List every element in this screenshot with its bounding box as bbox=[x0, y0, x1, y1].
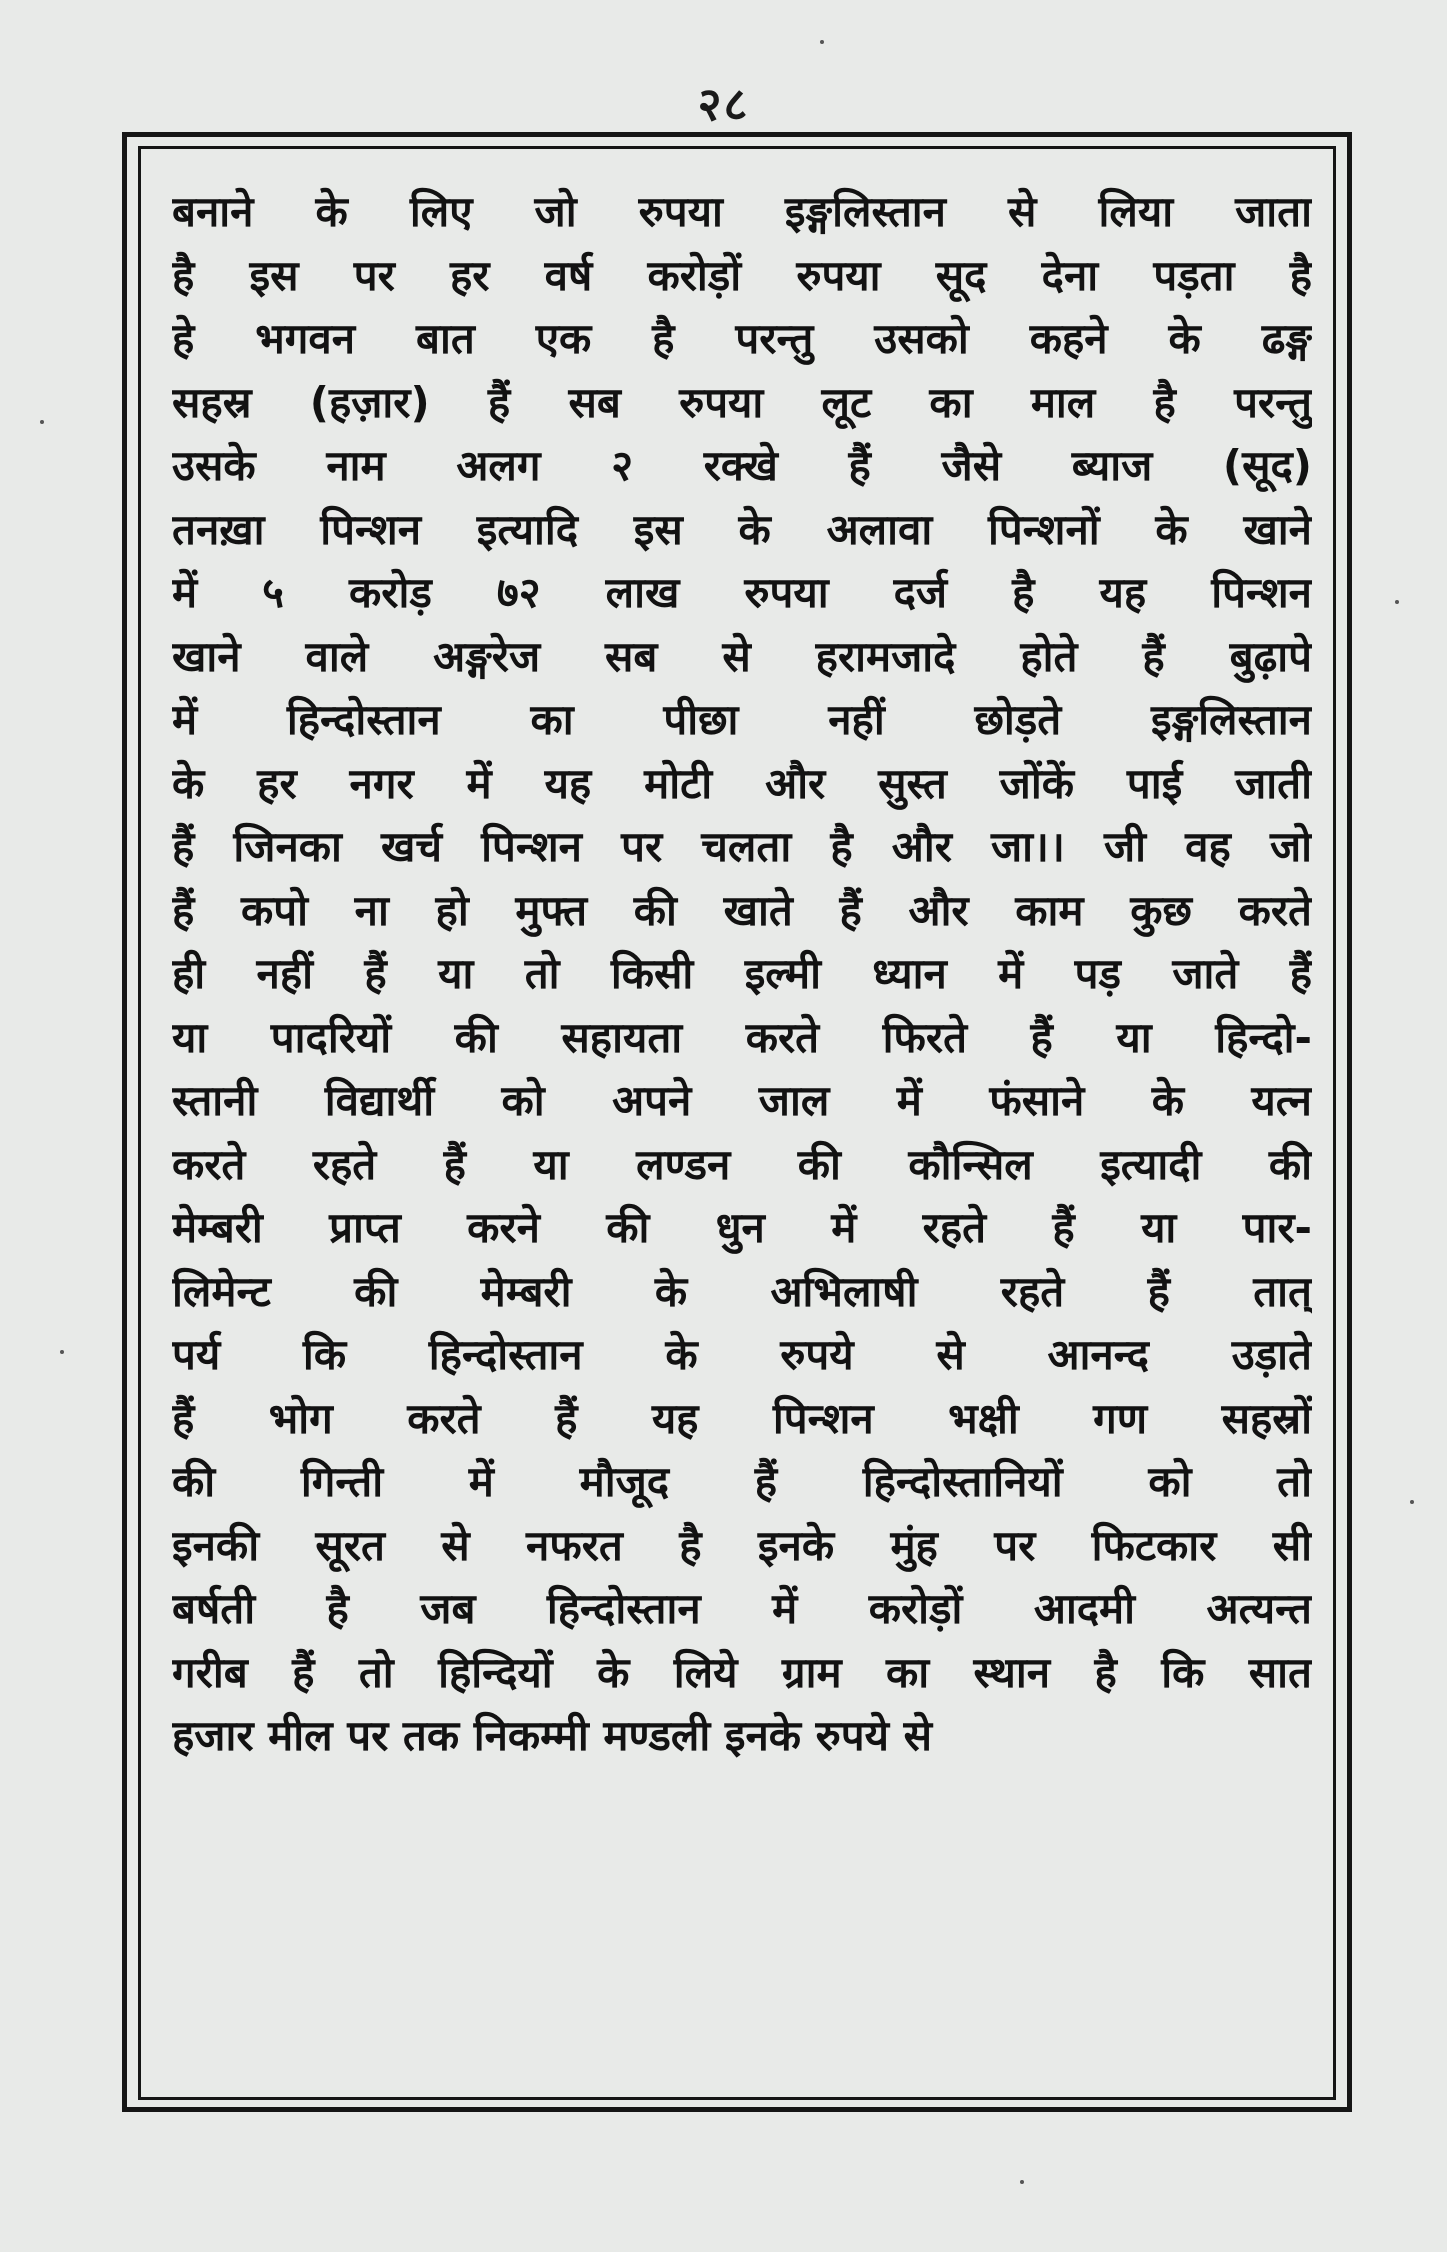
text-line: हैं जिनका खर्च पिन्शन पर चलता है और जा।। जी वह जो bbox=[172, 822, 1312, 871]
scan-speck bbox=[1395, 600, 1399, 604]
scan-speck bbox=[40, 420, 44, 424]
text-line: स्तानी विद्यार्थी को अपने जाल में फंसाने के यत्न bbox=[172, 1076, 1312, 1125]
text-line: के हर नगर में यह मोटी और सुस्त जोंकें पाई जाती bbox=[172, 758, 1312, 808]
text-line: मेम्बरी प्राप्त करने की धुन में रहते हैं या पार- bbox=[172, 1203, 1312, 1252]
text-line: इनकी सूरत से नफरत है इनके मुंह पर फिटकार सी bbox=[172, 1520, 1312, 1570]
text-line: है इस पर हर वर्ष करोड़ों रुपया सूद देना पड़ता है bbox=[172, 250, 1312, 300]
text-line: की गिन्ती में मौजूद हैं हिन्दोस्तानियों को तो bbox=[172, 1457, 1312, 1506]
text-line: में हिन्दोस्तान का पीछा नहीं छोड़ते इङ्गलिस्तान bbox=[172, 695, 1312, 744]
text-line: बर्षती है जब हिन्दोस्तान में करोड़ों आदमी अत्यन्त bbox=[172, 1584, 1312, 1633]
scan-speck bbox=[820, 40, 824, 44]
text-line: सहस्र (हज़ार) हैं सब रुपया लूट का माल है परन्तु bbox=[172, 377, 1312, 427]
text-line: तनख़ा पिन्शन इत्यादि इस के अलावा पिन्शनों के खाने bbox=[172, 504, 1312, 554]
page-number: २८ bbox=[697, 77, 750, 131]
body-text bbox=[172, 180, 1312, 1768]
text-line: करते रहते हैं या लण्डन की कौन्सिल इत्यादी की bbox=[172, 1139, 1312, 1189]
scan-speck bbox=[60, 1350, 64, 1354]
scan-speck bbox=[1410, 1500, 1414, 1504]
text-line: हैं कपो ना हो मुफ्त की खाते हैं और काम कुछ करते bbox=[172, 885, 1312, 935]
text-line: लिमेन्ट की मेम्बरी के अभिलाषी रहते हैं तात् bbox=[172, 1266, 1312, 1316]
text-line: गरीब हैं तो हिन्दियों के लिये ग्राम का स्थान है कि सात bbox=[172, 1647, 1312, 1697]
text-line: उसके नाम अलग २ रक्खे हैं जैसे ब्याज (सूद) bbox=[172, 441, 1312, 490]
text-line: हैं भोग करते हैं यह पिन्शन भक्षी गण सहस्रों bbox=[172, 1393, 1312, 1443]
text-line: हजार मील पर तक निकम्मी मण्डली इनके रुपये से bbox=[172, 1711, 932, 1760]
text-line: बनाने के लिए जो रुपया इङ्गलिस्तान से लिया जाता bbox=[172, 187, 1312, 236]
text-line: ही नहीं हैं या तो किसी इल्मी ध्यान में पड़ जाते हैं bbox=[172, 949, 1312, 998]
scan-speck bbox=[1020, 2180, 1024, 2184]
text-line: या पादरियों की सहायता करते फिरते हैं या हिन्दो- bbox=[172, 1012, 1312, 1062]
text-line: में ५ करोड़ ७२ लाख रुपया दर्ज है यह पिन्शन bbox=[172, 568, 1312, 617]
text-line: खाने वाले अङ्गरेज सब से हरामजादे होते हैं बुढ़ापे bbox=[172, 631, 1312, 681]
text-line: हे भगवन बात एक है परन्तु उसको कहने के ढङ्ग bbox=[172, 314, 1312, 363]
text-line: पर्य कि हिन्दोस्तान के रुपये से आनन्द उड़ाते bbox=[172, 1330, 1312, 1379]
